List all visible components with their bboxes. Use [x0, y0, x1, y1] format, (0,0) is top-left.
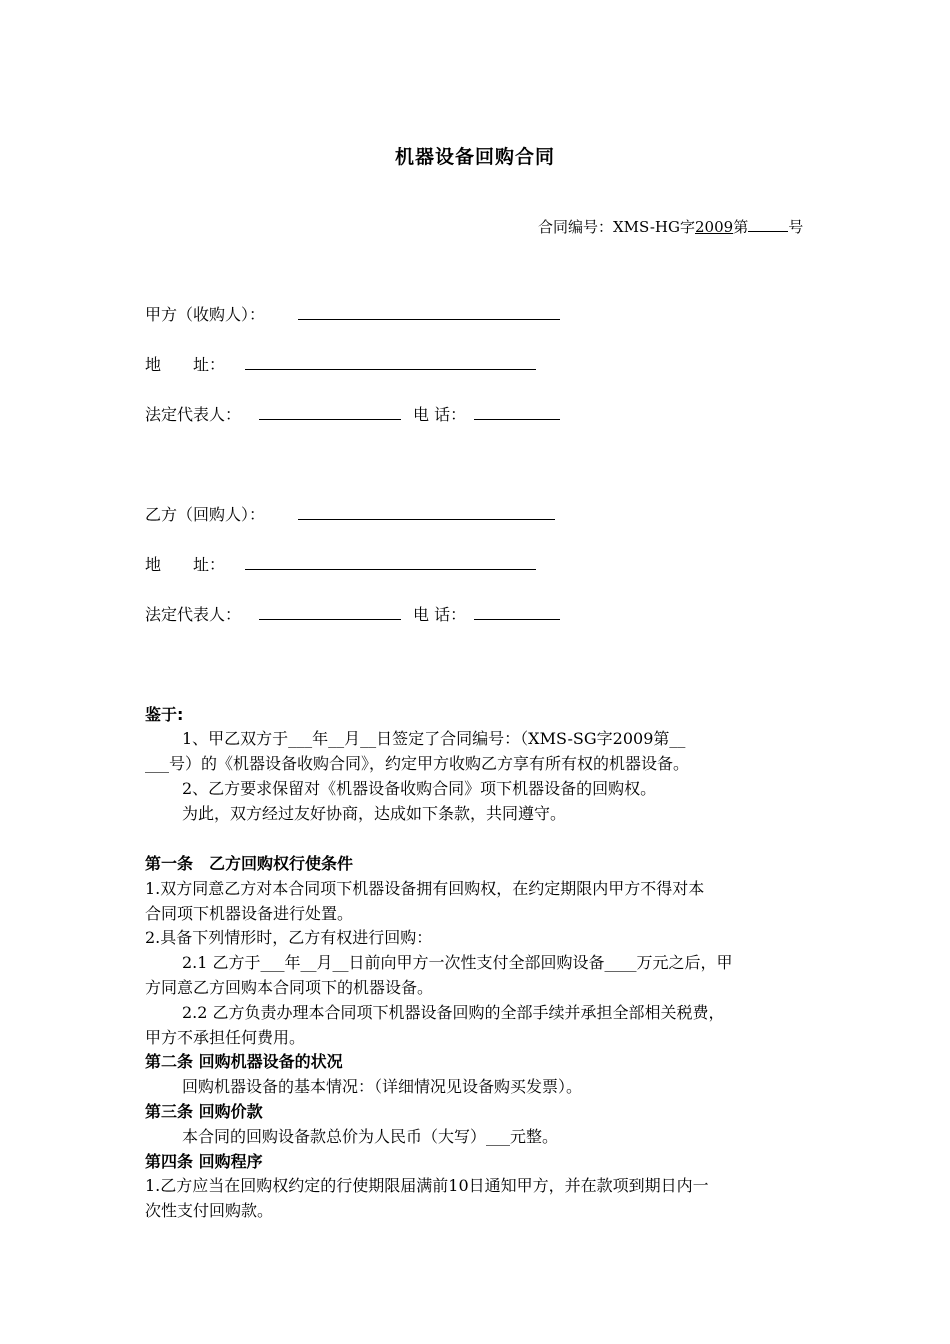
party-b-address-label: 地 址： — [145, 555, 226, 574]
article-1-p1-line-1: 1.双方同意乙方对本合同项下机器设备拥有回购权，在约定期限内甲方不得对本 — [145, 879, 705, 898]
article-3-heading: 第三条 回购价款 — [145, 1102, 263, 1121]
article-1-p22-line-1: 2.2 乙方负责办理本合同项下机器设备回购的全部手续并承担全部相关税费， — [182, 1003, 725, 1022]
article-1-p2: 2.具备下列情形时，乙方有权进行回购： — [145, 928, 433, 947]
article-1-p21-line-2: 方同意乙方回购本合同项下的机器设备。 — [145, 978, 434, 997]
contract-number-suffix: 号 — [788, 218, 804, 236]
party-b-label: 乙方（回购人）： — [145, 505, 266, 524]
party-a-rep-line — [259, 419, 401, 420]
contract-number-year: 2009 — [695, 218, 734, 236]
article-1-heading: 第一条 乙方回购权行使条件 — [145, 854, 354, 873]
party-b-rep-line — [259, 619, 401, 620]
party-b-address-line — [245, 569, 536, 570]
article-4-p1-line-1: 1.乙方应当在回购权约定的行使期限届满前10日通知甲方，并在款项到期日内一 — [145, 1176, 709, 1195]
party-a-address-label: 地 址： — [145, 355, 226, 374]
article-4-p1-line-2: 次性支付回购款。 — [145, 1201, 274, 1220]
contract-number-mid: 第 — [733, 218, 749, 236]
contract-number-blank — [748, 217, 788, 232]
party-b-rep-label: 法定代表人： — [145, 605, 242, 624]
party-a-rep-label: 法定代表人： — [145, 405, 242, 424]
party-b-name-line — [298, 519, 555, 520]
article-1-p1-line-2: 合同项下机器设备进行处置。 — [145, 904, 354, 923]
party-a-label: 甲方（收购人）： — [145, 305, 266, 324]
article-2-p1: 回购机器设备的基本情况：（详细情况见设备购买发票）。 — [182, 1077, 583, 1096]
article-1-p21-line-1: 2.1 乙方于___年__月__日前向甲方一次性支付全部回购设备____万元之后，甲 — [182, 953, 733, 972]
article-4-heading: 第四条 回购程序 — [145, 1152, 263, 1171]
party-a-phone-line — [474, 419, 560, 420]
contract-number — [538, 216, 803, 237]
recital-1-line-1: 1、甲乙双方于___年__月__日签定了合同编号：（XMS-SG字2009第__ — [182, 729, 686, 748]
contract-number-prefix: 合同编号：XMS-HG字 — [538, 218, 695, 236]
recitals-closing: 为此，双方经过友好协商，达成如下条款，共同遵守。 — [182, 804, 567, 823]
recitals-heading: 鉴于: — [145, 705, 184, 724]
party-a-name-line — [298, 319, 560, 320]
recital-1-line-2: ___号）的《机器设备收购合同》，约定甲方收购乙方享有所有权的机器设备。 — [145, 754, 690, 773]
party-b-phone-line — [474, 619, 560, 620]
article-2-heading: 第二条 回购机器设备的状况 — [145, 1052, 343, 1071]
article-3-p1: 本合同的回购设备款总价为人民币（大写）___元整。 — [182, 1127, 559, 1146]
party-a-address-line — [245, 369, 536, 370]
page-title: 机器设备回购合同 — [394, 146, 555, 168]
recital-2: 2、乙方要求保留对《机器设备收购合同》项下机器设备的回购权。 — [182, 779, 657, 798]
article-1-p22-line-2: 甲方不承担任何费用。 — [145, 1028, 306, 1047]
party-a-phone-label: 电 话： — [413, 405, 467, 424]
party-b-phone-label: 电 话： — [413, 605, 467, 624]
